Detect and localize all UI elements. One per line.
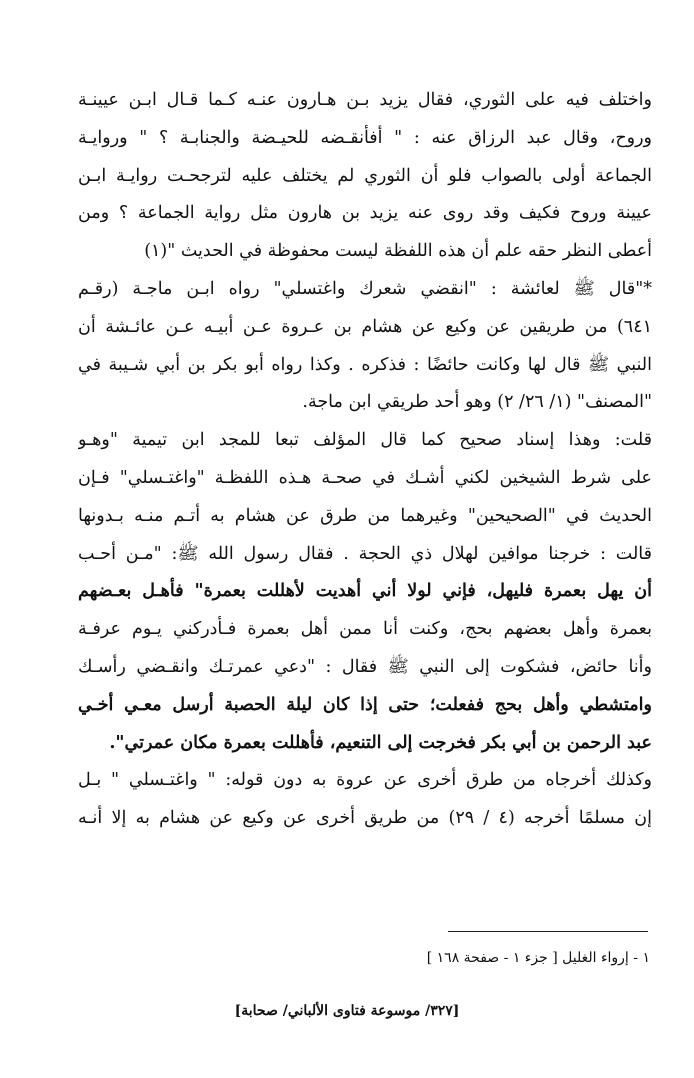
text-line: "المصنف" (١/ ٢٦/ ٢) وهو أحد طريقي ابن ماجة. <box>302 392 652 413</box>
text-line: وامتشطي وأهل بحج ففعلت؛ حتى إذا كان ليلة الحصبة أرسل معـي أخـي <box>78 694 652 715</box>
text-line: وكذلك أخرجاه من طرق أخرى عن عروة به دون قوله: " واغتـسلي " بـل <box>78 770 652 791</box>
text-line: عبد الرحمن بن أبي بكر فخرجت إلى التنعيم، فأهللت بعمرة مكان عمرتي". <box>109 732 652 753</box>
text-line: واختلف فيه على الثوري، فقال يزيد بـن هـارون عنـه كـما قـال ابـن عيينـة <box>78 90 652 110</box>
text-line: النبي ﷺ قال لها وكانت حائضًا : فذكره . وكذا رواه أبو بكر بن أبي شـيبة في <box>78 354 652 375</box>
text-line: وروح، وقال عبد الرزاق عنه : " أفأنقـضه للحيـضة والجنابـة ؟ " وروايـة <box>78 127 652 148</box>
text-line: أعطى النظر حقه علم أن هذه اللفظة ليست محفوظة في الحديث "(١) <box>144 241 652 262</box>
text-line: *"قال ﷺ لعائشة : "انقضي شعرك واغتسلي" رواه ابـن ماجـة (رقـم <box>78 278 652 299</box>
text-line: إن مسلمًا أخرجه (٤ / ٢٩) من طريق أخرى عن وكيع عن هشام به إلا أنـه <box>78 808 652 829</box>
text-line: أن يهل بعمرة فليهل، فإني لولا أني أهديت لأهللت بعمرة" فأهـل بعـضهم <box>78 581 652 602</box>
text-line: عيينة وروح فكيف وقد روى عنه يزيد بن هارون مثل رواية الجماعة ؟ ومن <box>78 203 652 224</box>
main-text <box>78 82 652 838</box>
footnote: ١ - إرواء الغليل [ جزء ١ - صفحة ١٦٨ ] <box>426 950 650 966</box>
text-line: بعمرة وأهل بعضهم بحج، وكنت أنا ممن أهل بعمرة فـأدركني يـوم عرفـة <box>78 619 652 640</box>
text-line: قلت: وهذا إسناد صحيح كما قال المؤلف تبعا للمجد ابن تيمية "وهـو <box>78 430 652 451</box>
text-line: قالت : خرجنا موافين لهلال ذي الحجة . فقال رسول الله ﷺ: "مـن أحـب <box>78 543 652 564</box>
footnote-separator <box>448 931 648 932</box>
text-line: الجماعة أولى بالصواب فلو أن الثوري لم يختلف عليه لترجحـت روايـة ابـن <box>78 165 652 186</box>
text-line: الحديث في "الصحيحين" وغيرهما من طرق عن هشام به أتـم منـه بـدونها <box>78 505 652 526</box>
text-line: على شرط الشيخين لكني أشـك في صحـة هـذه اللفظـة "واغتـسلي" فـإن <box>78 467 652 488</box>
page-footer: [٣٢٧/ موسوعة فتاوى الألباني/ صحابة] <box>234 1003 460 1019</box>
text-line: ٦٤١) من طريقين عن وكيع عن هشام بن عـروة عـن أبيـه عـن عائـشة أن <box>78 316 652 337</box>
text-line: وأنا حائض، فشكوت إلى النبي ﷺ فقال : "دعي عمرتـك وانقـضي رأسـك <box>78 656 652 677</box>
